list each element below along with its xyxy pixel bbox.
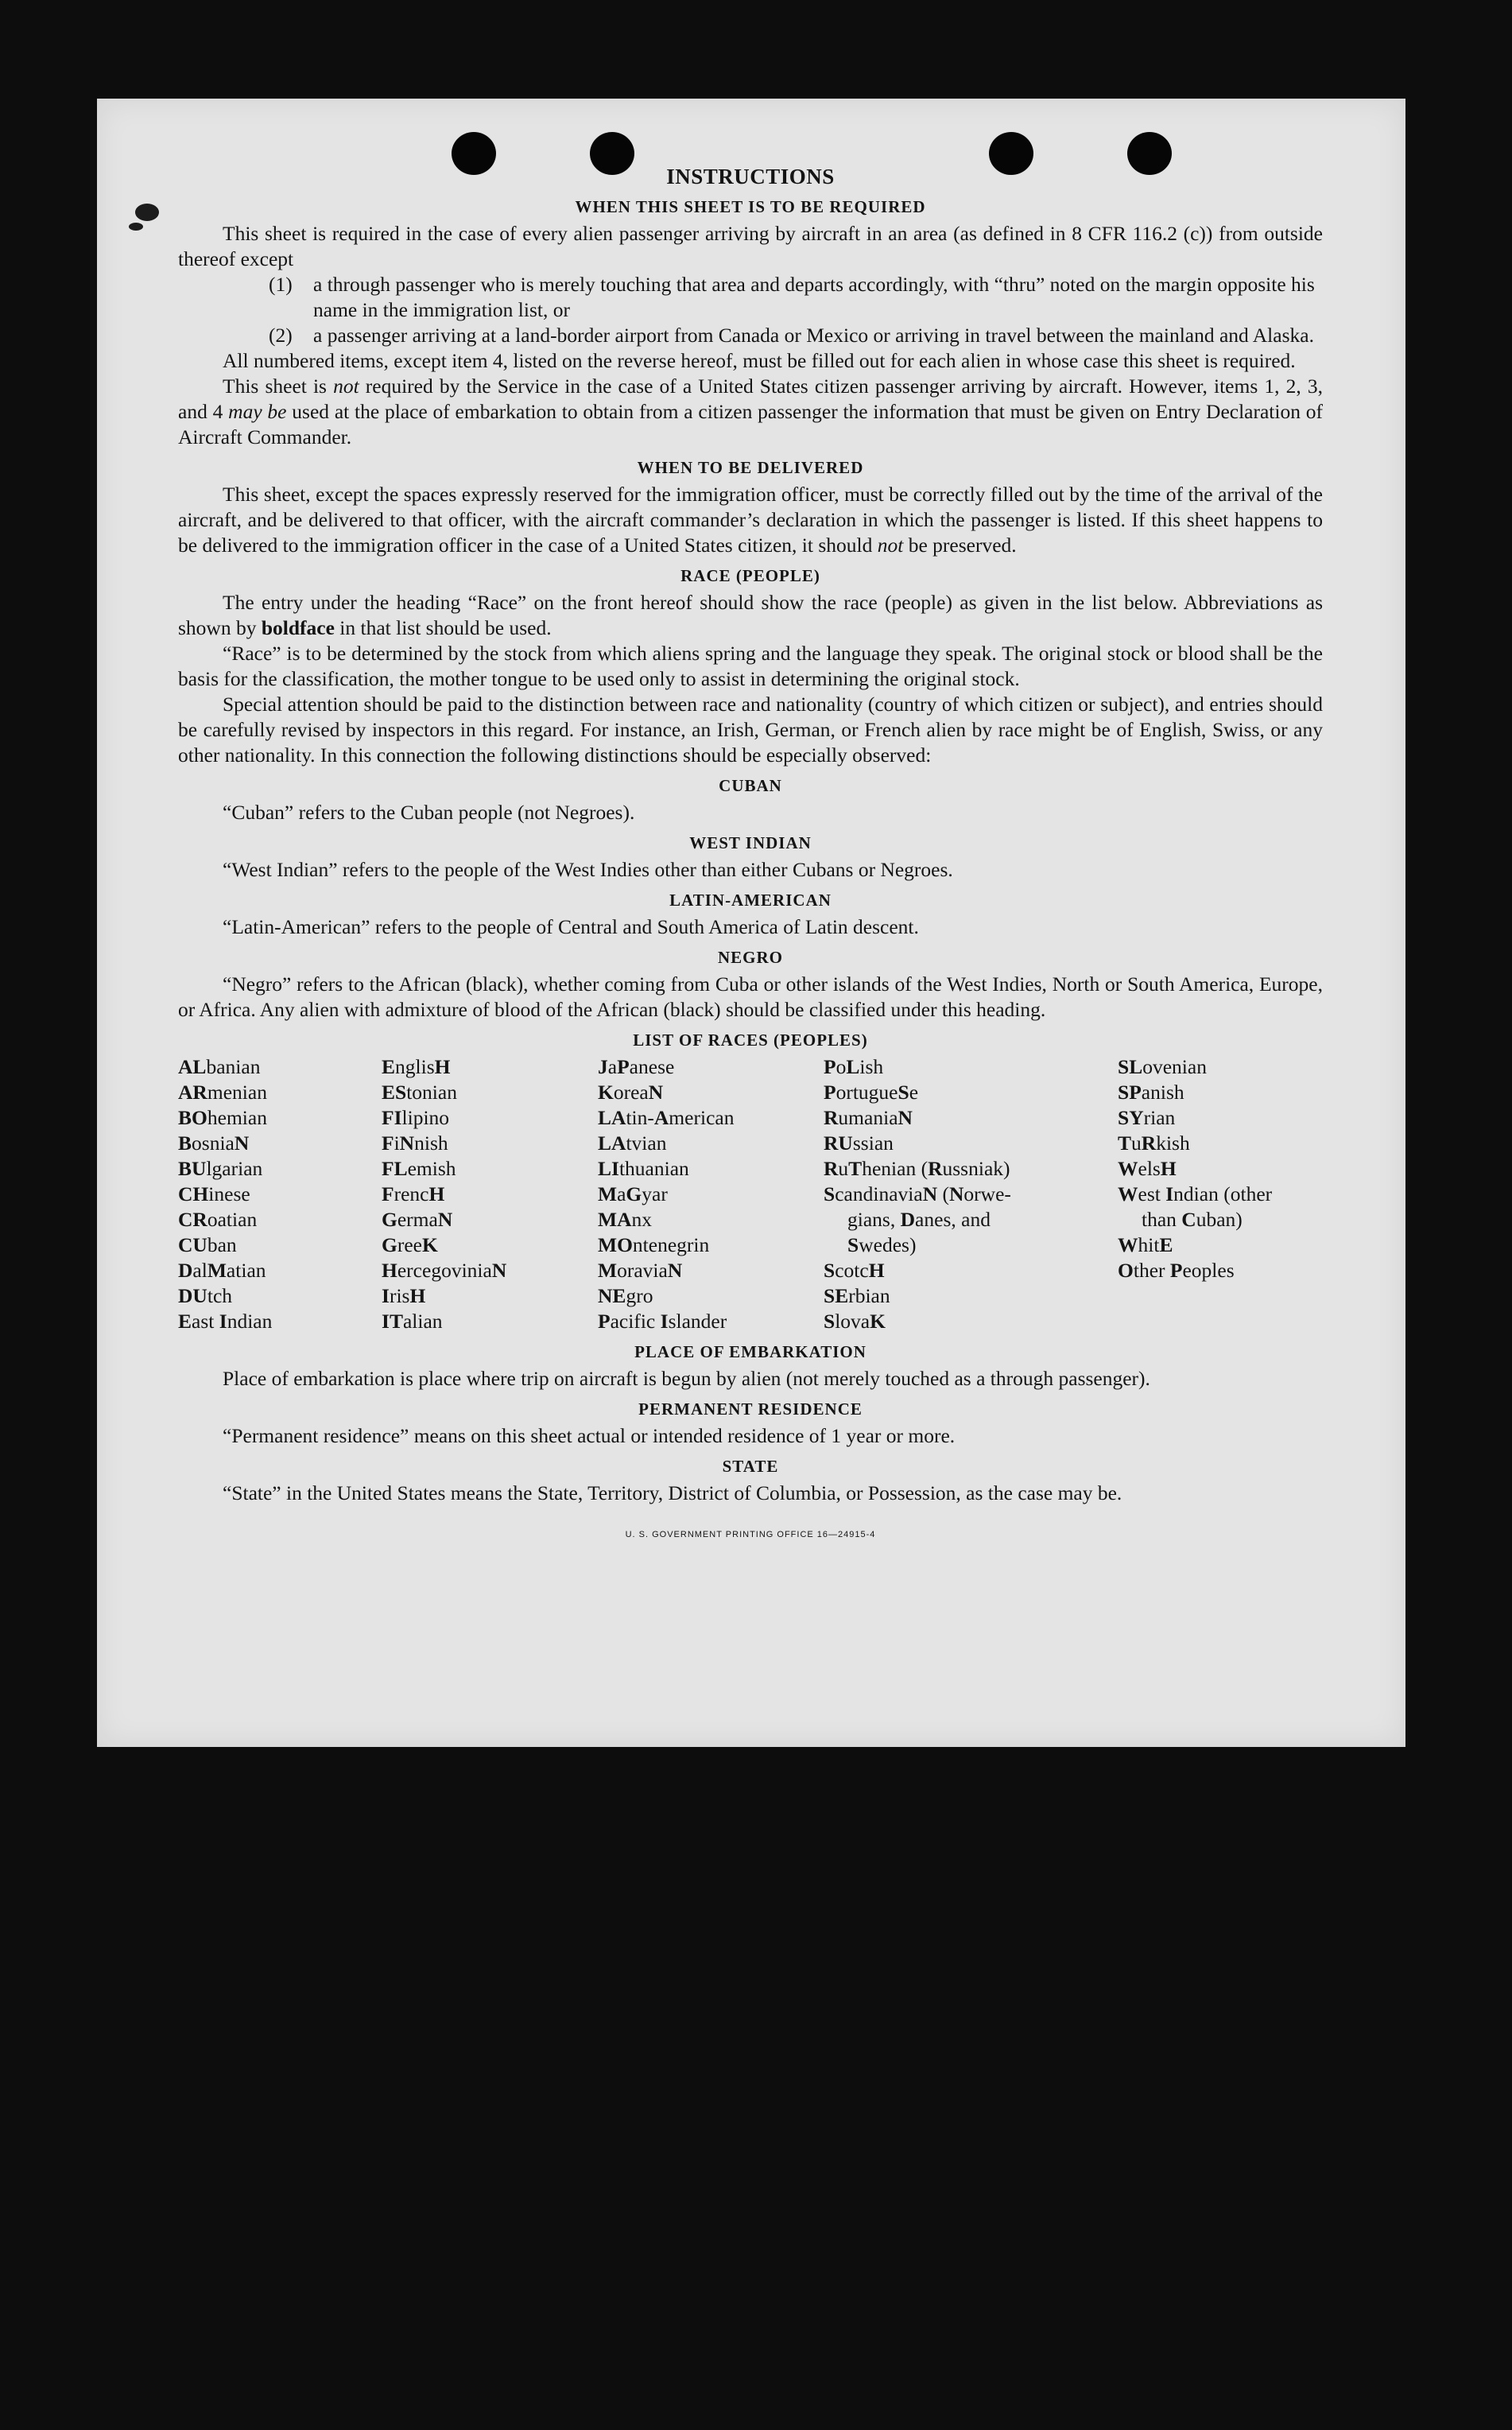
race-entry: West Indian (other xyxy=(1118,1182,1273,1205)
paragraph xyxy=(178,482,1323,558)
races-column xyxy=(598,1054,824,1334)
section-heading: RACE (PEOPLE) xyxy=(680,566,820,585)
race-entry: HercegoviniaN xyxy=(382,1259,507,1282)
race-entry: EnglisH xyxy=(382,1055,451,1078)
race-entry: FiNnish xyxy=(382,1132,448,1155)
race-entry: RuThenian (Russniak) xyxy=(824,1157,1010,1180)
paragraph: “Race” is to be determined by the stock from which aliens spring and the language they speak. The original stock or blood shall be the basis for the classification, the mother tongue to be used only to assist in determining the original stock. xyxy=(178,642,1323,690)
race-entry: East Indian xyxy=(178,1310,273,1333)
text-run: This sheet is xyxy=(223,375,334,398)
race-entry: FLemish xyxy=(382,1157,456,1180)
race-entry: SlovaK xyxy=(824,1310,886,1333)
text-run: This sheet, except the spaces expressly reserved for the immigration officer, must be correctly filled out by the time of the arrival of the aircraft, and be delivered to that officer, with the aircraft commander’s declaration in which the passenger is listed. If this sheet happens to be delivered to the immigration officer in the case of a United States citizen, it should xyxy=(178,483,1323,557)
race-entry: BosniaN xyxy=(178,1132,250,1155)
race-entry: ALbanian xyxy=(178,1055,261,1078)
race-entry: WhitE xyxy=(1118,1233,1173,1256)
item-text: a passenger arriving at a land-border airport from Canada or Mexico or arriving in travel between the mainland and Alaska. xyxy=(313,324,1314,347)
race-entry: CRoatian xyxy=(178,1208,258,1231)
ink-smudge xyxy=(129,223,143,231)
race-entry: TuRkish xyxy=(1118,1132,1190,1155)
paragraph: “West Indian” refers to the people of the West Indies other than either Cubans or Negroes. xyxy=(223,858,953,881)
paragraph xyxy=(178,590,1323,641)
race-entry: Swedes) xyxy=(847,1233,917,1256)
paragraph: “Permanent residence” means on this sheet actual or intended residence of 1 year or more. xyxy=(223,1424,956,1447)
race-entry: MoraviaN xyxy=(598,1259,683,1282)
race-entry: MaGyar xyxy=(598,1182,668,1205)
race-entry: ScandinaviaN (Norwe- xyxy=(824,1182,1011,1205)
race-entry: PortugueSe xyxy=(824,1081,919,1104)
text-run: used at the place of embarkation to obtain from a citizen passenger the information that must be given on Entry Declaration of Aircraft Commander. xyxy=(178,400,1323,448)
section-heading: WEST INDIAN xyxy=(689,833,812,852)
race-entry: ScotcH xyxy=(824,1259,885,1282)
section-heading: LIST OF RACES (PEOPLES) xyxy=(633,1031,868,1050)
text-run: The entry under the heading “Race” on the front hereof should show the race (people) as given in the list below. Abbreviations as shown by xyxy=(178,591,1323,639)
text-run: required by the Service in the case of a United States citizen passenger arriving by aircraft. However, items 1, 2, 3, and 4 xyxy=(178,375,1323,423)
section-heading: LATIN-AMERICAN xyxy=(669,891,832,910)
section-heading: STATE xyxy=(722,1457,779,1476)
paragraph: “State” in the United States means the State, Territory, District of Columbia, or Possession, as the case may be. xyxy=(223,1481,1122,1504)
race-entry: LIthuanian xyxy=(598,1157,689,1180)
race-entry: FrencH xyxy=(382,1182,445,1205)
race-entry: BOhemian xyxy=(178,1106,267,1129)
race-entry: NEgro xyxy=(598,1284,653,1307)
paragraph: “Negro” refers to the African (black), whether coming from Cuba or other islands of the West Indies, North or South America, Europe, or Africa. Any alien with admixture of blood of the African (black) should be classified under this heading. xyxy=(178,972,1323,1021)
race-entry: SPanish xyxy=(1118,1081,1184,1104)
paragraph: “Latin-American” refers to the people of Central and South America of Latin descent. xyxy=(223,915,919,938)
race-entry: gians, Danes, and xyxy=(847,1208,991,1231)
race-entry: ARmenian xyxy=(178,1081,267,1104)
race-entry: SErbian xyxy=(824,1284,890,1307)
race-entry: ITalian xyxy=(382,1310,443,1333)
race-entry: Pacific Islander xyxy=(598,1310,727,1333)
race-entry: CHinese xyxy=(178,1182,250,1205)
section-heading: PLACE OF EMBARKATION xyxy=(634,1342,866,1361)
item-number: (2) xyxy=(269,324,293,347)
exception-item xyxy=(178,272,1323,323)
instructions-content xyxy=(178,164,1323,1547)
page-title: INSTRUCTIONS xyxy=(666,165,835,188)
race-entry: LAtin-American xyxy=(598,1106,735,1129)
paragraph xyxy=(178,374,1323,450)
race-entry: FIlipino xyxy=(382,1106,450,1129)
race-entry: MOntenegrin xyxy=(598,1233,710,1256)
race-entry: CUban xyxy=(178,1233,237,1256)
race-entry: RUssian xyxy=(824,1132,894,1155)
section-heading: NEGRO xyxy=(717,948,783,967)
race-entry: Other Peoples xyxy=(1118,1259,1235,1282)
section-heading: CUBAN xyxy=(719,776,782,795)
race-entry: WelsH xyxy=(1118,1157,1177,1180)
race-entry: PoLish xyxy=(824,1055,884,1078)
race-entry: EStonian xyxy=(382,1081,457,1104)
emphasis: not xyxy=(333,375,359,398)
section-heading: WHEN TO BE DELIVERED xyxy=(637,458,864,477)
text-run: in that list should be used. xyxy=(334,616,552,639)
section-heading: PERMANENT RESIDENCE xyxy=(638,1399,863,1419)
text-run: be preserved. xyxy=(903,534,1017,557)
emphasis: not xyxy=(877,534,904,557)
race-entry: SYrian xyxy=(1118,1106,1176,1129)
exception-item xyxy=(178,323,1323,348)
race-entry: BUlgarian xyxy=(178,1157,263,1180)
race-entry: IrisH xyxy=(382,1284,426,1307)
item-text: a through passenger who is merely touching that area and departs accordingly, with “thru” noted on the margin opposite his name in the immigration list, or xyxy=(313,273,1315,321)
race-entry: DUtch xyxy=(178,1284,233,1307)
race-entry: GreeK xyxy=(382,1233,438,1256)
paragraph: “Cuban” refers to the Cuban people (not Negroes). xyxy=(223,801,635,824)
paragraph: Place of embarkation is place where trip on aircraft is begun by alien (not merely touched as a through passenger). xyxy=(223,1367,1150,1390)
races-list xyxy=(178,1054,1323,1334)
races-column xyxy=(824,1054,1118,1334)
race-entry: LAtvian xyxy=(598,1132,667,1155)
race-entry: DalMatian xyxy=(178,1259,266,1282)
item-number: (1) xyxy=(269,273,293,296)
paragraph: All numbered items, except item 4, listed on the reverse hereof, must be filled out for each alien in whose case this sheet is required. xyxy=(223,349,1296,372)
race-entry: MAnx xyxy=(598,1208,652,1231)
printing-office-footer: U. S. GOVERNMENT PRINTING OFFICE 16—24915-4 xyxy=(625,1530,876,1539)
race-entry: JaPanese xyxy=(598,1055,675,1078)
race-entry: GermaN xyxy=(382,1208,453,1231)
races-column xyxy=(178,1054,382,1334)
race-entry: KoreaN xyxy=(598,1081,664,1104)
bold-text: boldface xyxy=(261,616,335,639)
paragraph: Special attention should be paid to the distinction between race and nationality (country of which citizen or subject), and entries should be carefully revised by inspectors in this regard. For instance, an Irish, German, or French alien by race might be of English, Swiss, or any other nationality. In this connection the following distinctions should be especially observed: xyxy=(178,693,1323,767)
race-entry: RumaniaN xyxy=(824,1106,913,1129)
ink-smudge xyxy=(135,204,159,221)
race-entry: than Cuban) xyxy=(1142,1208,1243,1231)
race-entry: SLovenian xyxy=(1118,1055,1207,1078)
emphasis: may be xyxy=(228,400,287,423)
paragraph: This sheet is required in the case of every alien passenger arriving by aircraft in an area (as defined in 8 CFR 116.2 (c)) from outside thereof except xyxy=(178,222,1323,270)
section-heading: WHEN THIS SHEET IS TO BE REQUIRED xyxy=(575,197,926,216)
races-column xyxy=(382,1054,598,1334)
races-column xyxy=(1118,1054,1323,1334)
document-sheet xyxy=(97,99,1405,1747)
